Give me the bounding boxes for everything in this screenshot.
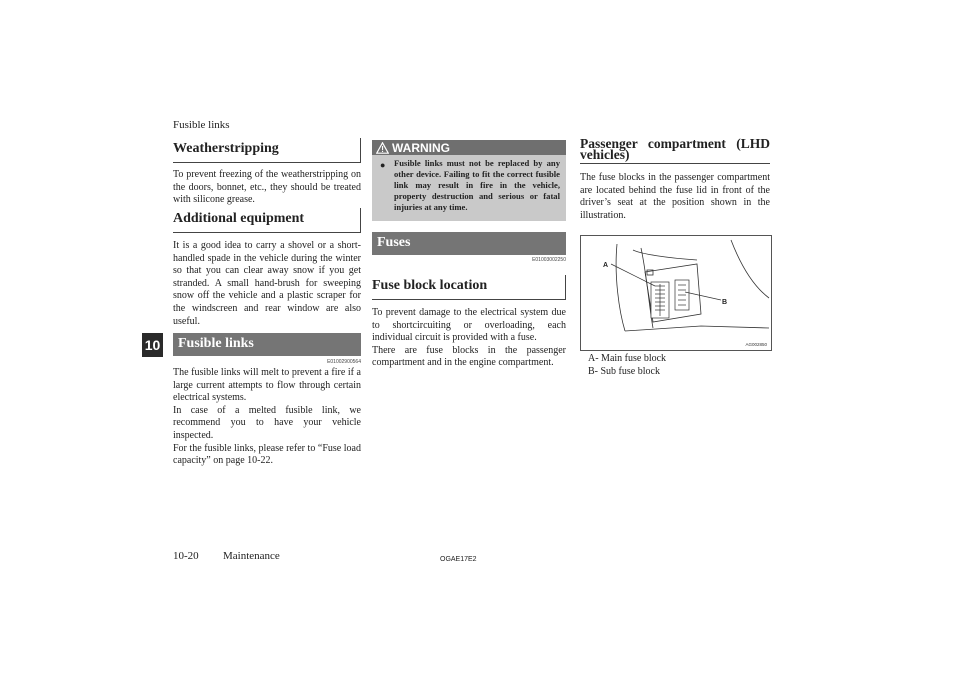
caption-b: B- Sub fuse block — [588, 366, 660, 377]
additional-equipment-heading — [173, 208, 361, 233]
warning-label: WARNING — [392, 140, 450, 155]
caption-a: A- Main fuse block — [588, 353, 667, 364]
running-header: Fusible links — [173, 119, 230, 131]
figure-label-b: B — [722, 299, 728, 306]
fusible-links-heading — [173, 333, 361, 356]
fuses-code: E01003002250 — [532, 257, 566, 263]
fuse-block-location-p2: There are fuse blocks in the passenger compartment and in the engine compartment. — [372, 344, 566, 369]
fuses-title: Fuses — [377, 235, 411, 250]
fuse-block-location-heading — [372, 275, 566, 300]
page-number: 10-20 — [173, 550, 199, 562]
additional-equipment-text: It is a good idea to carry a shovel or a short-handled spade in the vehicle during the winter so that you can clear away snow if you get stranded. A small hand-brush for sweeping snow off the vehicle and a plastic scraper for the windscreen and rear window are also useful. — [173, 240, 361, 327]
weatherstripping-text: To prevent freezing of the weatherstripping on the doors, bonnet, etc., they should be treated with silicone grease. — [173, 169, 361, 206]
figure-code: AG002850 — [745, 342, 767, 347]
warning-text: Fusible links must not be replaced by any other device. Failing to fit the correct fusible link may result in fire in the vehicle, property destruction and serious or fatal injuries at any time. — [394, 158, 560, 212]
fuse-block-location-p1: To prevent damage to the electrical system due to shortcircuiting or overloading, each individual circuit is provided with a fuse. — [372, 307, 566, 344]
passenger-compartment-text: The fuse blocks in the passenger compartment are located behind the fuse lid in front of the driver’s seat at the position shown in the illustration. — [580, 172, 770, 221]
leader-line-b — [685, 292, 721, 300]
warning-triangle-icon — [376, 142, 389, 154]
fuses-heading — [372, 232, 566, 255]
additional-equipment-title: Additional equipment — [173, 211, 305, 226]
panel-curve-line — [731, 240, 769, 298]
chapter-tab: 10 — [142, 333, 163, 357]
dash-lower-line — [625, 326, 769, 331]
fuse-block-location-title: Fuse block location — [372, 278, 488, 293]
warning-item — [372, 155, 566, 213]
fusible-links-p1: The fusible links will melt to prevent a fire if a large current attempts to flow through certain electrical systems. — [173, 367, 361, 404]
footer-section: Maintenance — [223, 550, 280, 562]
fuse-block-illustration — [580, 235, 772, 351]
dash-edge-line — [616, 244, 625, 331]
sub-fuse-block — [675, 280, 689, 310]
main-fuse-block — [651, 282, 669, 318]
passenger-compartment-heading — [580, 138, 770, 164]
fusible-links-p3: For the fusible links, please refer to “Fuse load capacity” on page 10-22. — [173, 442, 361, 467]
weatherstripping-title: Weatherstripping — [173, 141, 279, 156]
warning-box — [372, 140, 566, 221]
figure-label-a: A — [603, 262, 609, 269]
weatherstripping-heading — [173, 138, 361, 163]
fuse-block-location-body — [372, 307, 566, 370]
passenger-compartment-title: Passenger compartment (LHD vehicles) — [580, 136, 770, 162]
footer-doc-code: OGAE17E2 — [440, 556, 477, 563]
bullet-icon: ● — [380, 160, 386, 170]
warning-header — [372, 140, 566, 155]
fusible-links-body — [173, 367, 361, 468]
fusible-links-code: E01002900564 — [327, 359, 361, 365]
dashboard-drawing — [581, 236, 771, 350]
fusible-links-p2: In case of a melted fusible link, we recommend you to have your vehicle inspected. — [173, 404, 361, 441]
fusible-links-title: Fusible links — [178, 336, 254, 351]
